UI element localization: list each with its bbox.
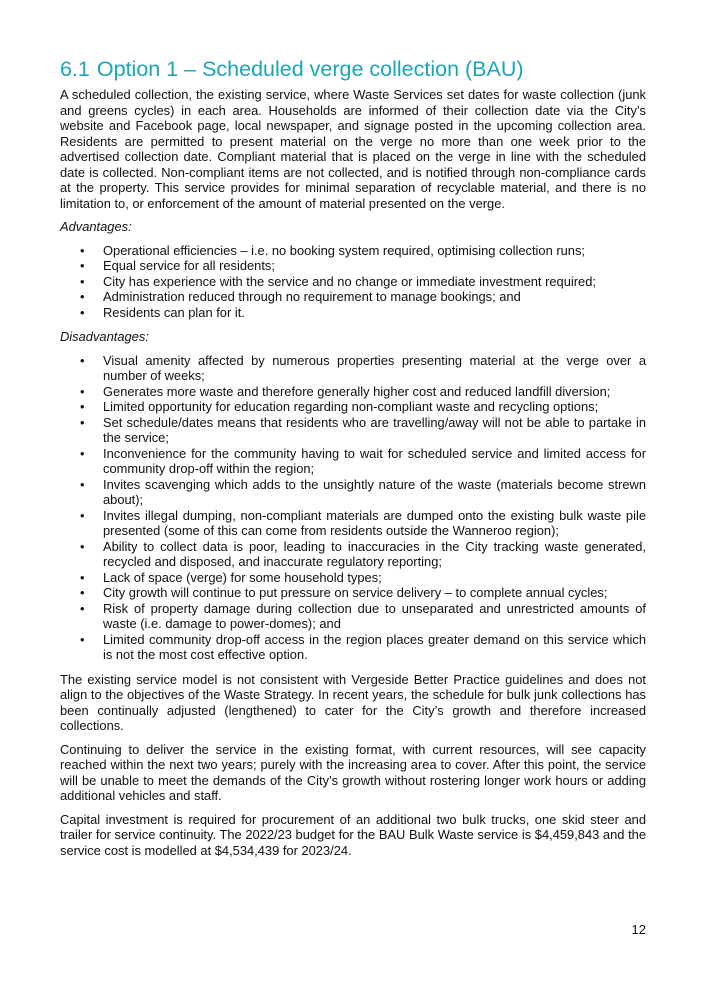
disadvantage-item: • Set schedule/dates means that residents who are travelling/away will not be able to partake in the service; (60, 415, 646, 446)
disadvantage-item: • Invites illegal dumping, non-compliant materials are dumped onto the existing bulk waste pile presented (some of this can come from residents outside the Wanneroo region); (60, 508, 646, 539)
advantage-item: • Equal service for all residents; (60, 258, 646, 274)
advantage-item: • Operational efficiencies – i.e. no booking system required, optimising collection runs; (60, 243, 646, 259)
disadvantage-item: • Limited opportunity for education regarding non-compliant waste and recycling options; (60, 399, 646, 415)
page-number: 12 (631, 922, 646, 937)
section-title: Option 1 – Scheduled verge collection (BAU) (96, 57, 524, 81)
disadvantage-item: • Generates more waste and therefore generally higher cost and reduced landfill diversion; (60, 384, 646, 400)
disadvantage-item: • Lack of space (verge) for some household types; (60, 570, 646, 586)
disadvantages-heading: Disadvantages: (60, 329, 149, 344)
advantages-heading: Advantages: (60, 219, 132, 234)
disadvantage-item: • Invites scavenging which adds to the unsightly nature of the waste (materials become strewn about); (60, 477, 646, 508)
disadvantage-item: • Inconvenience for the community having to wait for scheduled service and limited access for community drop-off within the region; (60, 446, 646, 477)
section-number: 6.1 (60, 57, 90, 81)
disadvantage-item: • Visual amenity affected by numerous properties presenting material at the verge over a number of weeks; (60, 353, 646, 384)
disadvantage-item: • Ability to collect data is poor, leading to inaccuracies in the City tracking waste generated, recycled and disposed, and inaccurate regulatory reporting; (60, 539, 646, 570)
advantage-item: • Residents can plan for it. (60, 305, 646, 321)
disadvantage-item: • Limited community drop-off access in the region places greater demand on this service which is not the most cost effective option. (60, 632, 646, 663)
intro-paragraph: A scheduled collection, the existing service, where Waste Services set dates for waste collection (junk and greens cycles) in each area. Households are informed of their collection date via the City’s website and Facebook page, local newspaper, and signage posted in the upcoming collection area. Residents are permitted to present material on the verge no more than one week prior to the advertised collection date. Compliant material that is placed on the verge in line with the scheduled date is collected. Non-compliant items are not collected, and is notified through non-compliance cards at the property. This service provides for minimal separation of recyclable material, and there is no limitation to, or enforcement of the amount of material presented on the verge. (60, 87, 646, 211)
body-paragraph: Continuing to deliver the service in the existing format, with current resources, will see capacity reached within the next two years; purely with the increasing area to cover. After this point, the service will be unable to meet the demands of the City’s growth without rostering longer work hours or adding additional vehicles and staff. (60, 741, 646, 803)
body-paragraph: Capital investment is required for procurement of an additional two bulk trucks, one skid steer and trailer for service continuity. The 2022/23 budget for the BAU Bulk Waste service is $4,459,843 and the service cost is modelled at $4,534,439 for 2023/24. (60, 811, 646, 858)
advantage-item: • City has experience with the service and no change or immediate investment required; (60, 274, 646, 290)
disadvantage-item: • Risk of property damage during collection due to unseparated and unrestricted amounts of waste (i.e. damage to power-domes); and (60, 601, 646, 632)
advantages-list (60, 243, 646, 321)
document-page (60, 56, 646, 866)
disadvantages-list (60, 353, 646, 663)
body-paragraph: The existing service model is not consistent with Vergeside Better Practice guidelines and does not align to the objectives of the Waste Strategy. In recent years, the schedule for bulk junk collections has been continually adjusted (lengthened) to cater for the City’s growth and therefore increased collections. (60, 671, 646, 733)
disadvantage-item: • City growth will continue to put pressure on service delivery – to complete annual cycles; (60, 585, 646, 601)
advantage-item: • Administration reduced through no requirement to manage bookings; and (60, 289, 646, 305)
section-heading (60, 56, 646, 82)
